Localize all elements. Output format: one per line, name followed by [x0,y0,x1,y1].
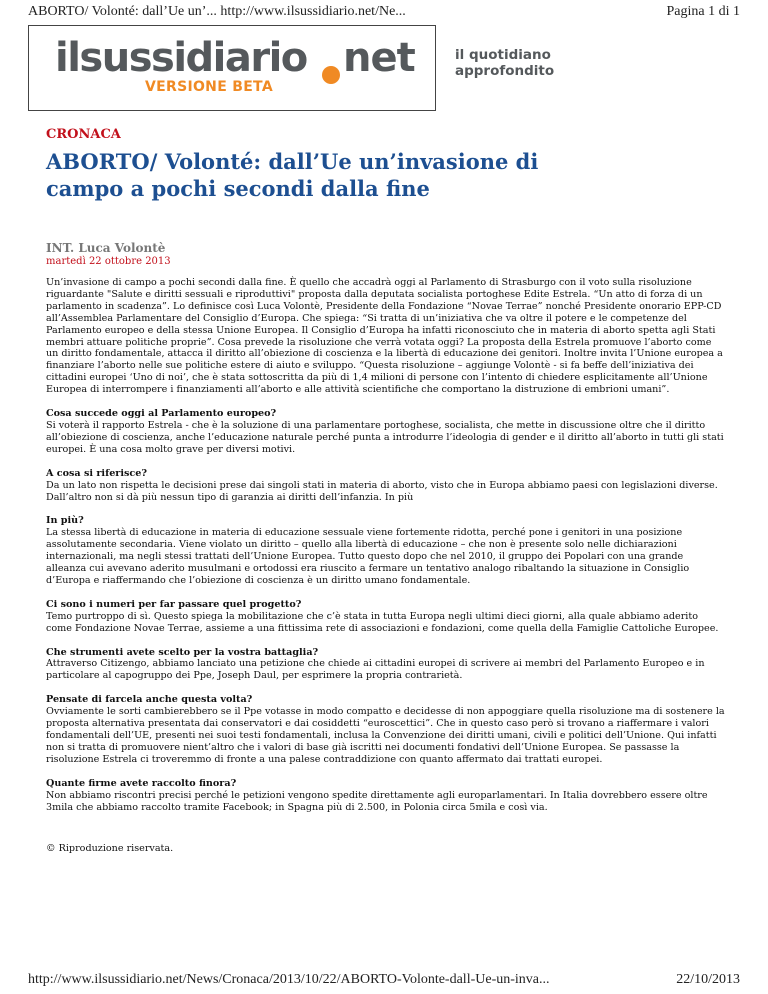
qa-block [46,778,726,814]
copyright-notice: © Riproduzione riservata. [46,843,174,855]
qa-block [46,694,726,765]
site-logo-tld: net [343,35,415,81]
qa-block [46,468,726,504]
qa-block [46,515,726,586]
qa-answer: Temo purtroppo di sì. Questo spiega la mobilitazione che c’è stata in tutta Europa negli ultimi dieci giorni, alla quale abbiamo aderito come Fondazione Novae Terrae, assieme a una fittissima rete di associazioni e fondazioni, come quella della Famiglie Cattoliche Europee. [46,610,719,634]
print-footer-date: 22/10/2013 [676,972,740,987]
article-title: ABORTO/ Volonté: dall’Ue un’invasione di campo a pochi secondi dalla fine [46,149,539,201]
logo-beta-label: VERSIONE BETA [145,79,273,95]
print-footer-url: http://www.ilsussidiario.net/News/Cronaca/2013/10/22/ABORTO-Volonte-dall-Ue-un-inva... [28,972,550,987]
qa-answer: Non abbiamo riscontri precisi perché le petizioni vengono spedite direttamente agli europarlamentari. In Italia dovrebbero essere oltre 3mila che abbiamo raccolto tramite Facebook; in Spagna più di 2.500, in Polonia circa 5mila e così via. [46,789,708,813]
site-logo-name: ilsussidiario [55,35,307,81]
print-page-number: Pagina 1 di 1 [666,4,740,19]
qa-answer: Da un lato non rispetta le decisioni prese dai singoli stati in materia di aborto, visto che in Europa abbiamo paesi con legislazioni diverse. Dall’altro non si dà più nessun tipo di garanzia ai diritti dell’infanzia. In più [46,479,718,503]
qa-block [46,647,726,683]
article-date: martedì 22 ottobre 2013 [46,256,171,267]
qa-answer: La stessa libertà di educazione in materia di educazione sessuale viene fortemente ridotta, perché pone i genitori in una posizione assolutamente secondaria. Viene violato un diritto – quello alla libertà di educazione – che non è presente solo nelle dichiarazioni internazionali, ma negli stessi trattati dell’Unione Europea. Tutto questo dopo che nel 2010, il gruppo dei Popolari con una grande alleanza cui avevano aderito musulmani e ortodossi era riuscito a fermare un tentativo analogo ribaltando la situazione in Consiglio d’Europa e riaffermando che l’obiezione di coscienza è un diritto umano fondamentale. [46,527,690,586]
qa-answer: Ovviamente le sorti cambierebbero se il Ppe votasse in modo compatto e decidesse di non appoggiare quella risoluzione ma di sostenere la proposta alternativa presentata dai conservatori e dai cosiddetti “euroscettici”. Che in questo caso però si trovano a riaffermare i valori fondamentali dell’UE, presenti nei suoi testi fondamentali, inclusa la Convenzione dei diritti umani, civili e politici dell’Unione. Qui infatti non si tratta di promuovere nient’altro che i valori di base già iscritti nei documenti fondativi dell’Unione Europea. Se passasse la risoluzione Estrela ci troveremmo di fronte a una palese contraddizione con quanto affermato dai trattati europei. [46,706,725,765]
print-footer [28,972,740,988]
qa-block [46,408,726,456]
qa-question: Quante firme avete raccolto finora? [46,777,237,789]
logo-dot-icon [322,66,340,84]
qa-answer: Si voterà il rapporto Estrela - che è la soluzione di una parlamentare portoghese, socialista, che mette in discussione oltre che il diritto all’obiezione di coscienza, anche l’educazione naturale perché punta a introdurre l’ideologia di gender e il diritto all’aborto in tutti gli stati europei. È una cosa molto grave per diversi motivi. [46,419,724,455]
section-label[interactable]: CRONACA [46,127,121,142]
print-header-title: ABORTO/ Volonté: dall’Ue un’... http://www.ilsussidiario.net/Ne... [28,4,406,19]
article-byline: INT. Luca Volontè [46,241,166,255]
qa-question: Cosa succede oggi al Parlamento europeo? [46,408,277,420]
qa-question: A cosa si riferisce? [46,467,147,479]
qa-block [46,599,726,635]
qa-question: Ci sono i numeri per far passare quel progetto? [46,598,302,610]
logo-tagline-line-1: il quotidiano [455,47,551,63]
logo-tagline-line-2: approfondito [455,63,555,79]
article-body [46,277,726,867]
qa-question: Che strumenti avete scelto per la vostra battaglia? [46,646,319,658]
qa-question: In più? [46,515,84,527]
logo-tagline [455,47,595,79]
article-intro: Un’invasione di campo a pochi secondi dalla fine. È quello che accadrà oggi al Parlamento di Strasburgo con il voto sulla risoluzione riguardante "Salute e diritti sessuali e riproduttivi" proposta dalla deputata socialista portoghese Edite Estrela. “Un atto di forza di un parlamento in scadenza”. Lo definisce così Luca Volontè, Presidente della Fondazione “Novae Terrae” nonché Presidente onorario EPP-CD all’Assemblea Parlamentare del Consiglio d’Europa. Che spiega: “Si tratta di un’iniziativa che va oltre il potere e le competenze del Parlamento europeo e della stessa Unione Europea. Il Consiglio d’Europa ha infatti riconosciuto che in materia di aborto spetta agli Stati membri attuare politiche proprie”. Cosa prevede la risoluzione che verrà votata oggi? La proposta della Estrela promuove l’aborto come un diritto fondamentale, attacca il diritto all’obiezione di coscienza e la libertà di educazione dei genitori. Inoltre invita l’Unione europea a finanziare l’aborto nelle sue politiche estere di aiuto e sviluppo. “Questa risoluzione – aggiunge Volontè - si fa beffe dell’iniziativa dei cittadini europei ‘Uno di noi’, che è stata sottoscritta da più di 1,4 milioni di persone con l’intento di chiedere esplicitamente all’Unione Europea di interrompere i finanziamenti all’aborto e alle attività scientifiche che comportano la distruzione di embrioni umani”. [46,277,723,396]
print-header [28,4,740,20]
qa-answer: Attraverso Citizengo, abbiamo lanciato una petizione che chiede ai cittadini europei di scrivere ai membri del Parlamento Europeo e in particolare al capogruppo dei Ppe, Joseph Daul, per esprimere la propria contrarietà. [46,658,705,682]
qa-question: Pensate di farcela anche questa volta? [46,694,253,706]
